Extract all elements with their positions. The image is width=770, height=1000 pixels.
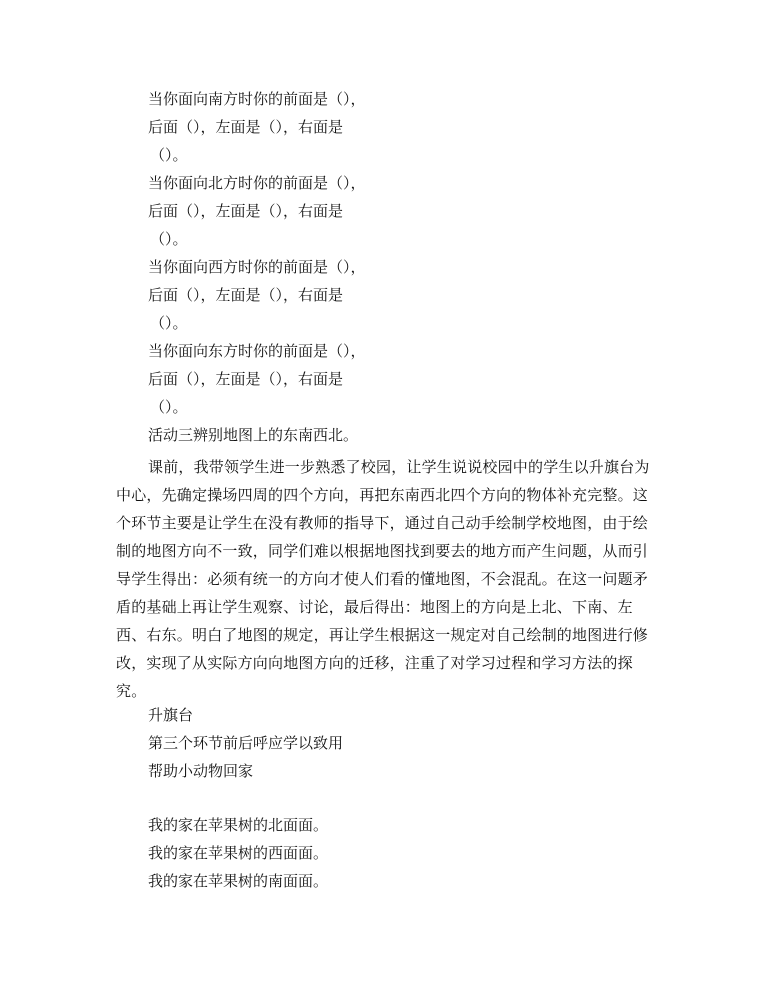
question-line: 当你面向东方时你的前面是（），: [148, 342, 366, 360]
question-line: （）。: [150, 314, 188, 332]
question-line: 后面（），左面是（），右面是: [148, 202, 344, 220]
home-line: 我的家在苹果树的南面面。: [148, 872, 329, 890]
question-line: （）。: [150, 146, 188, 164]
question-line: （）。: [150, 398, 188, 416]
flag-platform-label: 升旗台: [148, 706, 194, 724]
question-line: 当你面向西方时你的前面是（），: [148, 258, 366, 276]
activity-heading: 活动三辨别地图上的东南西北。: [148, 426, 359, 444]
question-line: 后面（），左面是（），右面是: [148, 118, 344, 136]
question-line: 当你面向南方时你的前面是（），: [148, 90, 366, 108]
home-line: 我的家在苹果树的西面面。: [148, 844, 329, 862]
question-line: （）。: [150, 230, 188, 248]
question-line: 后面（），左面是（），右面是: [148, 286, 344, 304]
activity-paragraph: 课前，我带领学生进一步熟悉了校园，让学生说说校园中的学生以升旗台为中心，先确定操场四周的四个方向，再把东南西北四个方向的物体补充完整。这个环节主要是让学生在没有教师的指导下，通过自己动手绘制学校地图，由于绘制的地图方向不一致，同学们难以根据地图找到要去的地方而产生问题，从而引导学生得出：必须有统一的方向才使人们看的懂地图，不会混乱。在这一问题矛盾的基础上再让学生观察、讨论，最后得出：地图上的方向是上北、下南、左西、右东。明白了地图的规定，再让学生根据这一规定对自己绘制的地图进行修改，实现了从实际方向向地图方向的迁移，注重了对学习过程和学习方法的探究。: [116, 458, 650, 700]
home-line: 我的家在苹果树的北面面。: [148, 816, 329, 834]
question-line: 当你面向北方时你的前面是（），: [148, 174, 366, 192]
section-heading: 第三个环节前后呼应学以致用: [148, 734, 344, 752]
question-line: 后面（），左面是（），右面是: [148, 370, 344, 388]
section-subheading: 帮助小动物回家: [148, 762, 254, 780]
